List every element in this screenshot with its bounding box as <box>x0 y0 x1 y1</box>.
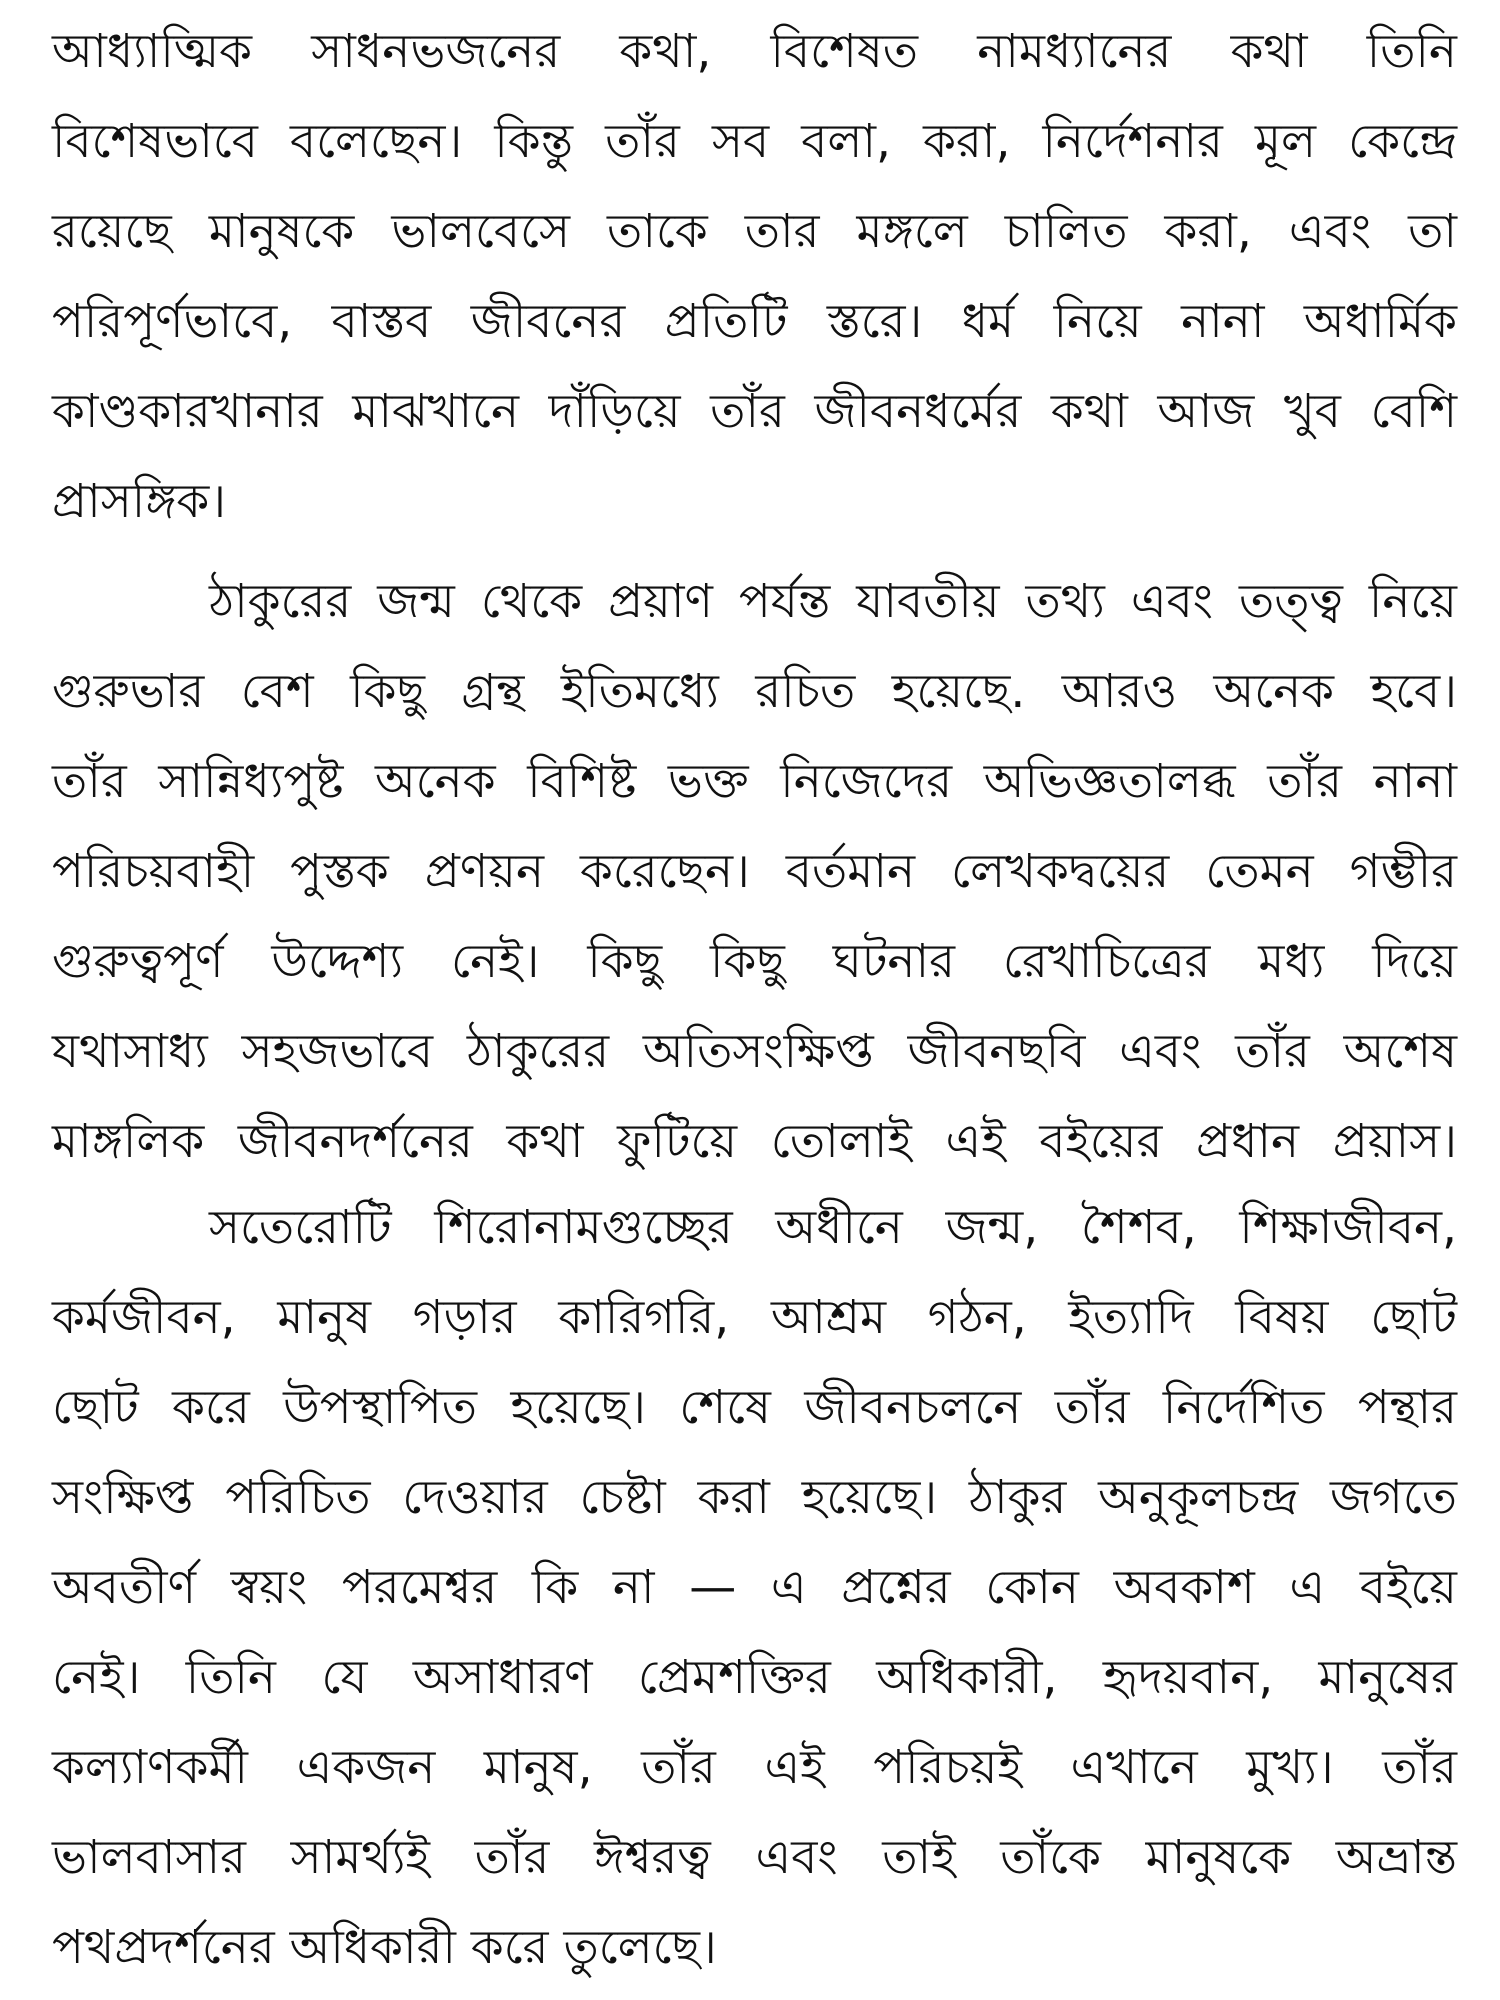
text-line: গুরুভার বেশ কিছু গ্রন্থ ইতিমধ্যে রচিত হয়েছে. আরও অনেক হবে। <box>52 664 1457 719</box>
text-line: পরিপূর্ণভাবে, বাস্তব জীবনের প্রতিটি স্তরে। ধর্ম নিয়ে নানা অধার্মিক <box>52 294 1457 349</box>
text-line: অবতীর্ণ স্বয়ং পরমেশ্বর কি না — এ প্রশ্নের কোন অবকাশ এ বইয়ে <box>52 1560 1457 1615</box>
text-line: রয়েছে মানুষকে ভালবেসে তাকে তার মঙ্গলে চালিত করা, এবং তা <box>52 204 1457 259</box>
text-line: কল্যাণকর্মী একজন মানুষ, তাঁর এই পরিচয়ই এখানে মুখ্য। তাঁর <box>52 1740 1457 1795</box>
text-line: কাণ্ডকারখানার মাঝখানে দাঁড়িয়ে তাঁর জীবনধর্মের কথা আজ খুব বেশি <box>52 384 1457 439</box>
document-page <box>52 0 1457 2000</box>
text-line: ভালবাসার সামর্থ্যই তাঁর ঈশ্বরত্ব এবং তাই তাঁকে মানুষকে অভ্রান্ত <box>52 1830 1457 1885</box>
text-line: ঠাকুরের জন্ম থেকে প্রয়াণ পর্যন্ত যাবতীয় তথ্য এবং তত্ত্ব নিয়ে <box>209 574 1457 629</box>
text-line: পথপ্রদর্শনের অধিকারী করে তুলেছে। <box>52 1920 717 1975</box>
text-line: নেই। তিনি যে অসাধারণ প্রেমশক্তির অধিকারী, হৃদয়বান, মানুষের <box>52 1650 1457 1705</box>
text-line: মাঙ্গলিক জীবনদর্শনের কথা ফুটিয়ে তোলাই এই বইয়ের প্রধান প্রয়াস। <box>52 1114 1457 1169</box>
text-line: ছোট করে উপস্থাপিত হয়েছে। শেষে জীবনচলনে তাঁর নির্দেশিত পন্থার <box>52 1380 1457 1435</box>
text-line: পরিচয়বাহী পুস্তক প্রণয়ন করেছেন। বর্তমান লেখকদ্বয়ের তেমন গম্ভীর <box>52 844 1457 899</box>
text-line: তাঁর সান্নিধ্যপুষ্ট অনেক বিশিষ্ট ভক্ত নিজেদের অভিজ্ঞতালব্ধ তাঁর নানা <box>52 754 1457 809</box>
text-line: কর্মজীবন, মানুষ গড়ার কারিগরি, আশ্রম গঠন, ইত্যাদি বিষয় ছোট <box>52 1290 1457 1345</box>
text-line: সতেরোটি শিরোনামগুচ্ছের অধীনে জন্ম, শৈশব, শিক্ষাজীবন, <box>209 1200 1457 1255</box>
text-line: যথাসাধ্য সহজভাবে ঠাকুরের অতিসংক্ষিপ্ত জীবনছবি এবং তাঁর অশেষ <box>52 1024 1457 1079</box>
text-line: গুরুত্বপূর্ণ উদ্দেশ্য নেই। কিছু কিছু ঘটনার রেখাচিত্রের মধ্য দিয়ে <box>52 934 1457 989</box>
text-line: সংক্ষিপ্ত পরিচিত দেওয়ার চেষ্টা করা হয়েছে। ঠাকুর অনুকূলচন্দ্র জগতে <box>52 1470 1457 1525</box>
text-line: বিশেষভাবে বলেছেন। কিন্তু তাঁর সব বলা, করা, নির্দেশনার মূল কেন্দ্রে <box>52 114 1457 169</box>
text-line: আধ্যাত্মিক সাধনভজনের কথা, বিশেষত নামধ্যানের কথা তিনি <box>52 24 1457 79</box>
text-line: প্রাসঙ্গিক। <box>52 474 227 529</box>
